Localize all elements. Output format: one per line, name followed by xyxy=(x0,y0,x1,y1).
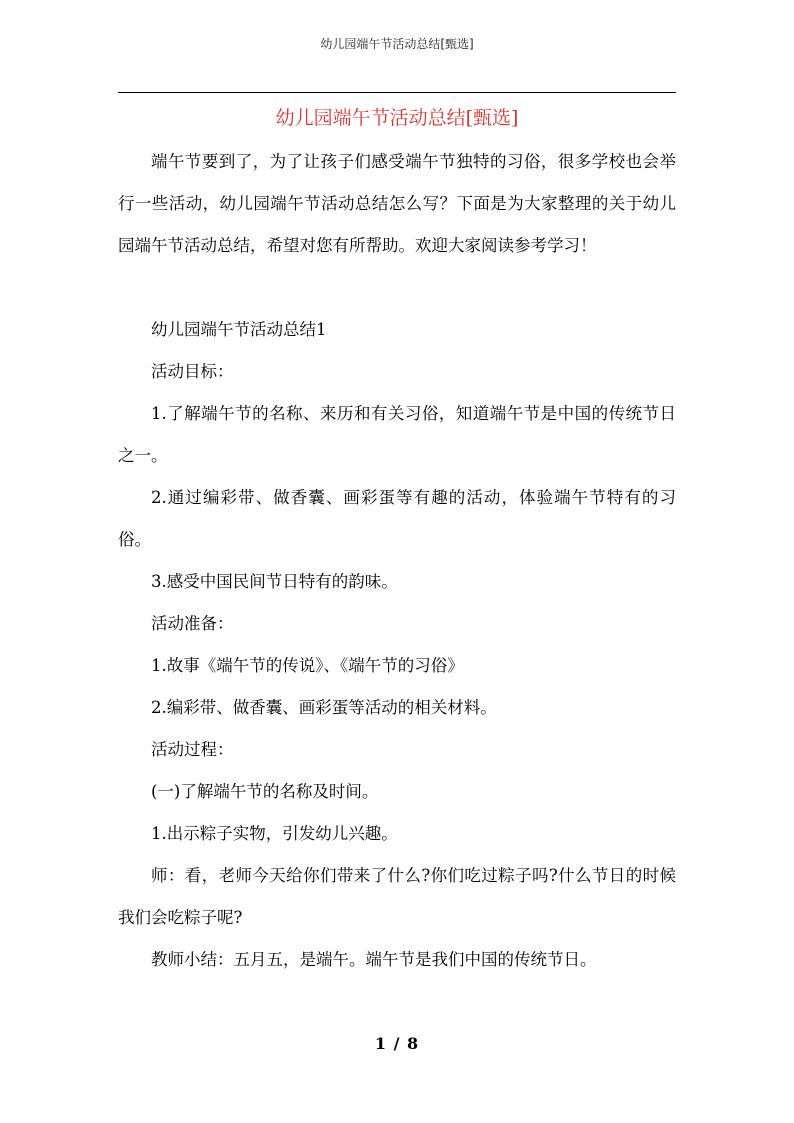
page-number: 1 / 8 xyxy=(374,1034,420,1053)
process-substep: 1.出示粽子实物，引发幼儿兴趣。 xyxy=(151,824,398,843)
document-title: 幼儿园端午节活动总结[甄选] xyxy=(275,107,519,129)
paragraph-gap xyxy=(118,267,676,309)
prep-item: 2.编彩带、做香囊、画彩蛋等活动的相关材料。 xyxy=(151,698,497,717)
teacher-summary: 教师小结：五月五，是端午。端午节是我们中国的传统节日。 xyxy=(151,950,597,969)
goal-item: 3.感受中国民间节日特有的韵味。 xyxy=(151,572,398,591)
goal-item: 2.通过编彩带、做香囊、画彩蛋等有趣的活动，体验端午节特有的习俗。 xyxy=(118,488,676,549)
prep-heading: 活动准备： xyxy=(151,614,234,633)
process-step: (一)了解端午节的名称及时间。 xyxy=(151,782,379,801)
prep-item: 1.故事《端午节的传说》、《端午节的习俗》 xyxy=(151,656,464,675)
goal-item: 1.了解端午节的名称、来历和有关习俗，知道端午节是中国的传统节日之一。 xyxy=(118,404,676,465)
process-heading: 活动过程： xyxy=(151,740,234,759)
section-title: 幼儿园端午节活动总结1 xyxy=(151,320,327,339)
teacher-question: 师：看，老师今天给你们带来了什么?你们吃过粽子吗?什么节日的时候我们会吃粽子呢? xyxy=(118,866,676,927)
document-body xyxy=(118,141,676,981)
header-divider xyxy=(118,92,676,93)
intro-paragraph: 端午节要到了，为了让孩子们感受端午节独特的习俗，很多学校也会举行一些活动，幼儿园端午节活动总结怎么写？下面是为大家整理的关于幼儿园端午节活动总结，希望对您有所帮助。欢迎大家阅读参考学习！ xyxy=(118,152,676,255)
running-header: 幼儿园端午节活动总结[甄选] xyxy=(320,37,474,51)
goals-heading: 活动目标： xyxy=(151,362,234,381)
